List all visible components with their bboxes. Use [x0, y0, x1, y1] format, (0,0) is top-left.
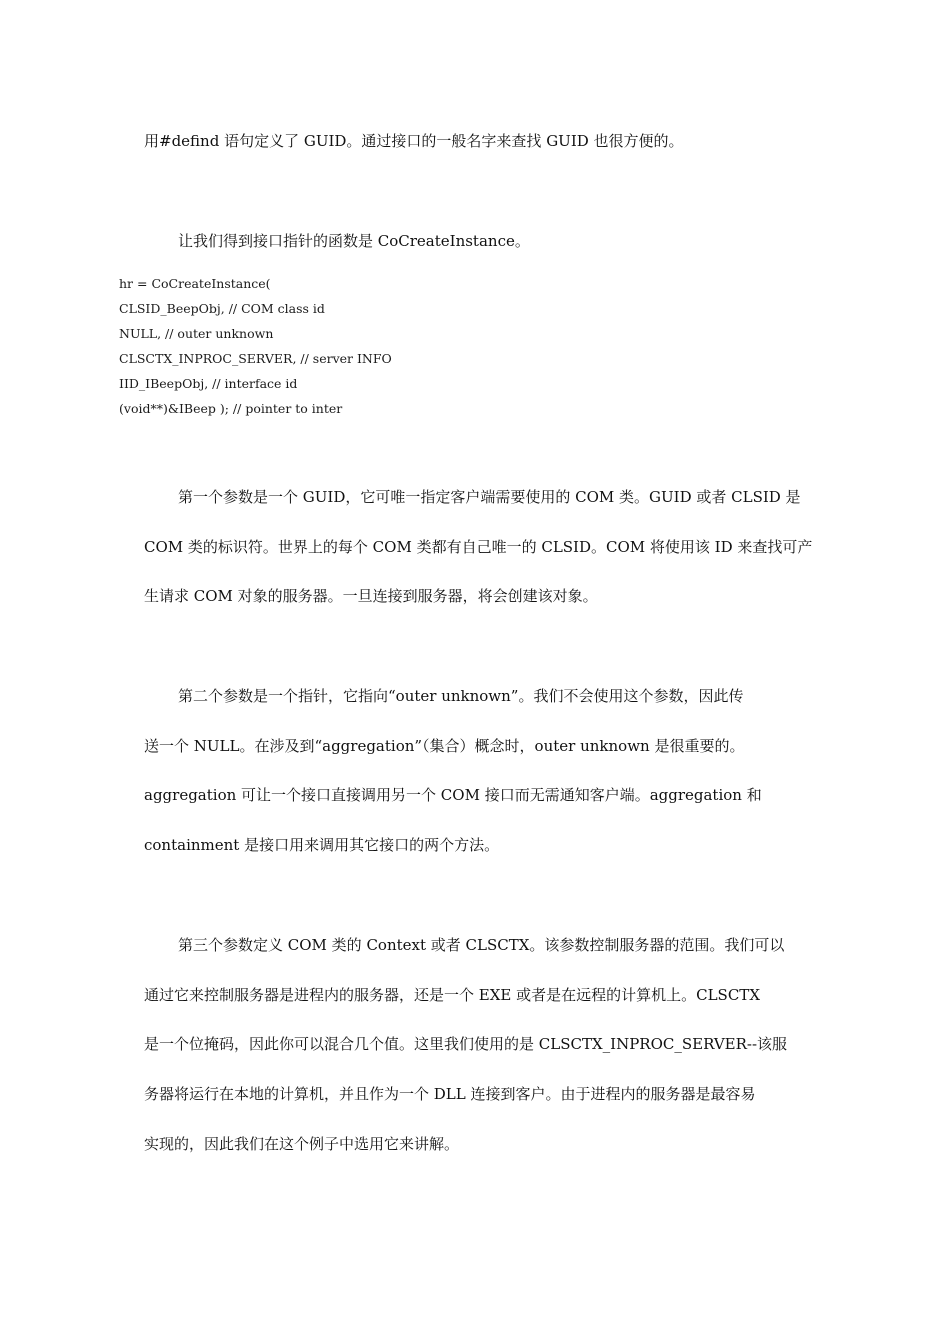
paragraph-line: COM 类的标识符。世界上的每个 COM 类都有自己唯一的 CLSID。COM 将使用该 ID 来查找可产 [144, 538, 813, 556]
code-line: NULL, // outer unknown [119, 326, 274, 341]
code-line: CLSCTX_INPROC_SERVER, // server INFO [119, 351, 392, 366]
function-intro-line: 让我们得到接口指针的函数是 CoCreateInstance。 [178, 232, 530, 250]
code-line: hr = CoCreateInstance( [119, 276, 271, 291]
code-line: CLSID_BeepObj, // COM class id [119, 301, 325, 316]
paragraph-line: containment 是接口用来调用其它接口的两个方法。 [144, 836, 500, 854]
paragraph-line: 送一个 NULL。在涉及到“aggregation”（集合）概念时，outer unknown 是很重要的。 [144, 737, 745, 755]
paragraph-line: 第一个参数是一个 GUID，它可唯一指定客户端需要使用的 COM 类。GUID 或者 CLSID 是 [178, 488, 801, 506]
paragraph-line: aggregation 可让一个接口直接调用另一个 COM 接口而无需通知客户端。aggregation 和 [144, 786, 762, 804]
paragraph-line: 第三个参数定义 COM 类的 Context 或者 CLSCTX。该参数控制服务器的范围。我们可以 [178, 936, 785, 954]
paragraph-line: 通过它来控制服务器是进程内的服务器，还是一个 EXE 或者是在远程的计算机上。CLSCTX [144, 986, 760, 1004]
code-line: IID_IBeepObj, // interface id [119, 376, 298, 391]
paragraph-line: 是一个位掩码，因此你可以混合几个值。这里我们使用的是 CLSCTX_INPROC_SERVER--该服 [144, 1035, 788, 1053]
intro-line: 用#defind 语句定义了 GUID。通过接口的一般名字来查找 GUID 也很方便的。 [144, 132, 684, 150]
paragraph-line: 生请求 COM 对象的服务器。一旦连接到服务器，将会创建该对象。 [144, 587, 598, 605]
paragraph-line: 实现的，因此我们在这个例子中选用它来讲解。 [144, 1135, 460, 1153]
paragraph-line: 务器将运行在本地的计算机，并且作为一个 DLL 连接到客户。由于进程内的服务器是最容易 [144, 1085, 756, 1103]
paragraph-line: 第二个参数是一个指针，它指向“outer unknown”。我们不会使用这个参数，因此传 [178, 687, 744, 705]
code-line: (void**)&IBeep ); // pointer to inter [119, 401, 343, 416]
